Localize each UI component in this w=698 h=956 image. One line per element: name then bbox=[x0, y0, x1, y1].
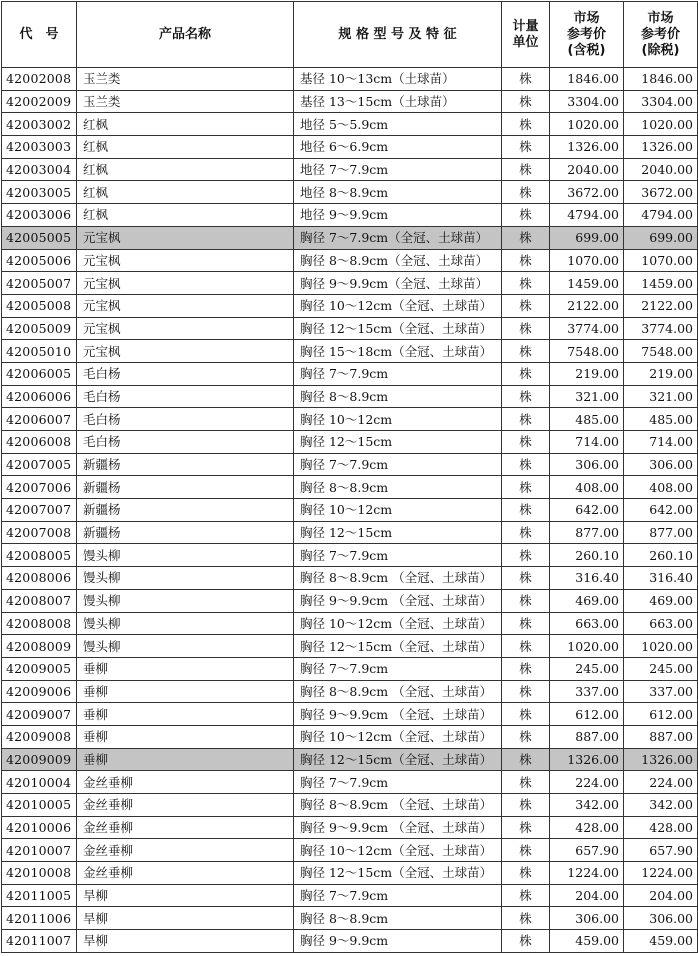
table-row bbox=[2, 294, 698, 317]
cell-unit: 株 bbox=[502, 567, 550, 590]
cell-price-tax: 306.00 bbox=[550, 907, 624, 930]
cell-price-tax: 2122.00 bbox=[550, 294, 624, 317]
cell-unit: 株 bbox=[502, 499, 550, 522]
cell-code: 42005007 bbox=[2, 272, 77, 295]
cell-price-tax: 342.00 bbox=[550, 794, 624, 817]
cell-price-notax: 612.00 bbox=[624, 703, 698, 726]
cell-code: 42003005 bbox=[2, 181, 77, 204]
cell-product-name: 新疆杨 bbox=[77, 521, 294, 544]
cell-spec: 胸径 12～15cm（全冠、土球苗） bbox=[294, 317, 502, 340]
cell-price-notax: 224.00 bbox=[624, 771, 698, 794]
cell-code: 42010008 bbox=[2, 862, 77, 885]
table-row bbox=[2, 862, 698, 885]
cell-code: 42010005 bbox=[2, 794, 77, 817]
table-row bbox=[2, 521, 698, 544]
cell-price-notax: 4794.00 bbox=[624, 204, 698, 227]
cell-price-tax: 219.00 bbox=[550, 362, 624, 385]
cell-spec: 地径 8～8.9cm bbox=[294, 181, 502, 204]
cell-product-name: 红枫 bbox=[77, 136, 294, 159]
cell-product-name: 红枫 bbox=[77, 204, 294, 227]
cell-spec: 胸径 7～7.9cm bbox=[294, 453, 502, 476]
cell-unit: 株 bbox=[502, 612, 550, 635]
table-row bbox=[2, 635, 698, 658]
table-row bbox=[2, 158, 698, 181]
cell-spec: 胸径 15～18cm（全冠、土球苗） bbox=[294, 340, 502, 363]
cell-product-name: 元宝枫 bbox=[77, 294, 294, 317]
cell-unit: 株 bbox=[502, 431, 550, 454]
table-row bbox=[2, 408, 698, 431]
cell-price-notax: 3774.00 bbox=[624, 317, 698, 340]
cell-price-notax: 204.00 bbox=[624, 884, 698, 907]
cell-product-name: 毛白杨 bbox=[77, 431, 294, 454]
cell-price-tax: 1459.00 bbox=[550, 272, 624, 295]
cell-unit: 株 bbox=[502, 249, 550, 272]
header-spec: 规 格 型 号 及 特 征 bbox=[294, 2, 502, 68]
cell-product-name: 垂柳 bbox=[77, 657, 294, 680]
cell-spec: 胸径 12～15cm（全冠、土球苗） bbox=[294, 862, 502, 885]
cell-code: 42010006 bbox=[2, 816, 77, 839]
cell-unit: 株 bbox=[502, 226, 550, 249]
cell-price-tax: 459.00 bbox=[550, 930, 624, 953]
table-row bbox=[2, 725, 698, 748]
cell-price-notax: 7548.00 bbox=[624, 340, 698, 363]
cell-price-tax: 306.00 bbox=[550, 453, 624, 476]
cell-price-notax: 321.00 bbox=[624, 385, 698, 408]
cell-code: 42008006 bbox=[2, 567, 77, 590]
cell-product-name: 红枫 bbox=[77, 158, 294, 181]
cell-unit: 株 bbox=[502, 476, 550, 499]
cell-price-tax: 204.00 bbox=[550, 884, 624, 907]
cell-price-notax: 2122.00 bbox=[624, 294, 698, 317]
cell-unit: 株 bbox=[502, 385, 550, 408]
header-unit-line2: 单位 bbox=[512, 34, 539, 50]
cell-price-notax: 219.00 bbox=[624, 362, 698, 385]
table-header-row bbox=[2, 2, 698, 68]
table-row bbox=[2, 748, 698, 771]
header-price-notax bbox=[624, 2, 698, 68]
cell-product-name: 垂柳 bbox=[77, 680, 294, 703]
cell-unit: 株 bbox=[502, 362, 550, 385]
cell-price-notax: 337.00 bbox=[624, 680, 698, 703]
cell-product-name: 毛白杨 bbox=[77, 408, 294, 431]
cell-code: 42011007 bbox=[2, 930, 77, 953]
cell-unit: 株 bbox=[502, 816, 550, 839]
cell-product-name: 元宝枫 bbox=[77, 249, 294, 272]
cell-code: 42009009 bbox=[2, 748, 77, 771]
cell-price-tax: 1326.00 bbox=[550, 136, 624, 159]
cell-spec: 胸径 12～15cm（全冠、土球苗） bbox=[294, 748, 502, 771]
cell-code: 42003003 bbox=[2, 136, 77, 159]
cell-spec: 胸径 12～15cm bbox=[294, 431, 502, 454]
cell-code: 42008007 bbox=[2, 589, 77, 612]
cell-price-notax: 3304.00 bbox=[624, 90, 698, 113]
cell-price-tax: 316.40 bbox=[550, 567, 624, 590]
table-row bbox=[2, 544, 698, 567]
cell-price-notax: 887.00 bbox=[624, 725, 698, 748]
cell-price-notax: 1326.00 bbox=[624, 748, 698, 771]
cell-price-tax: 3774.00 bbox=[550, 317, 624, 340]
cell-spec: 胸径 10～12cm（全冠、土球苗） bbox=[294, 294, 502, 317]
cell-price-notax: 428.00 bbox=[624, 816, 698, 839]
cell-price-tax: 337.00 bbox=[550, 680, 624, 703]
header-unit bbox=[502, 2, 550, 68]
cell-price-notax: 459.00 bbox=[624, 930, 698, 953]
cell-product-name: 金丝垂柳 bbox=[77, 862, 294, 885]
cell-unit: 株 bbox=[502, 725, 550, 748]
cell-price-tax: 7548.00 bbox=[550, 340, 624, 363]
table-row bbox=[2, 884, 698, 907]
cell-price-tax: 699.00 bbox=[550, 226, 624, 249]
table-row bbox=[2, 499, 698, 522]
table-row bbox=[2, 680, 698, 703]
cell-unit: 株 bbox=[502, 68, 550, 91]
cell-price-tax: 245.00 bbox=[550, 657, 624, 680]
table-row bbox=[2, 612, 698, 635]
cell-unit: 株 bbox=[502, 136, 550, 159]
cell-unit: 株 bbox=[502, 771, 550, 794]
table-row bbox=[2, 476, 698, 499]
cell-product-name: 毛白杨 bbox=[77, 385, 294, 408]
cell-price-notax: 469.00 bbox=[624, 589, 698, 612]
cell-code: 42003006 bbox=[2, 204, 77, 227]
cell-unit: 株 bbox=[502, 408, 550, 431]
cell-spec: 胸径 9～9.9cm （全冠、土球苗） bbox=[294, 816, 502, 839]
header-price-tax bbox=[550, 2, 624, 68]
cell-price-notax: 408.00 bbox=[624, 476, 698, 499]
cell-code: 42008009 bbox=[2, 635, 77, 658]
cell-code: 42008008 bbox=[2, 612, 77, 635]
cell-unit: 株 bbox=[502, 657, 550, 680]
cell-spec: 地径 5～5.9cm bbox=[294, 113, 502, 136]
cell-unit: 株 bbox=[502, 317, 550, 340]
cell-code: 42005010 bbox=[2, 340, 77, 363]
header-price-notax-line3: (除税) bbox=[641, 42, 680, 58]
cell-unit: 株 bbox=[502, 635, 550, 658]
cell-price-notax: 1070.00 bbox=[624, 249, 698, 272]
cell-price-tax: 1326.00 bbox=[550, 748, 624, 771]
table-row bbox=[2, 907, 698, 930]
cell-unit: 株 bbox=[502, 748, 550, 771]
cell-product-name: 元宝枫 bbox=[77, 272, 294, 295]
cell-code: 42009005 bbox=[2, 657, 77, 680]
cell-price-notax: 1326.00 bbox=[624, 136, 698, 159]
cell-unit: 株 bbox=[502, 703, 550, 726]
cell-product-name: 毛白杨 bbox=[77, 362, 294, 385]
cell-code: 42006008 bbox=[2, 431, 77, 454]
cell-product-name: 元宝枫 bbox=[77, 340, 294, 363]
cell-product-name: 馒头柳 bbox=[77, 635, 294, 658]
cell-price-tax: 1070.00 bbox=[550, 249, 624, 272]
cell-spec: 胸径 8～8.9cm bbox=[294, 907, 502, 930]
cell-spec: 地径 7～7.9cm bbox=[294, 158, 502, 181]
cell-price-tax: 260.10 bbox=[550, 544, 624, 567]
cell-product-name: 金丝垂柳 bbox=[77, 839, 294, 862]
cell-product-name: 玉兰类 bbox=[77, 68, 294, 91]
cell-code: 42008005 bbox=[2, 544, 77, 567]
cell-product-name: 馒头柳 bbox=[77, 612, 294, 635]
cell-spec: 基径 10～13cm（土球苗） bbox=[294, 68, 502, 91]
cell-code: 42002008 bbox=[2, 68, 77, 91]
cell-spec: 胸径 9～9.9cm （全冠、土球苗） bbox=[294, 589, 502, 612]
table-row bbox=[2, 68, 698, 91]
cell-price-tax: 3672.00 bbox=[550, 181, 624, 204]
table-row bbox=[2, 930, 698, 953]
cell-price-tax: 1846.00 bbox=[550, 68, 624, 91]
cell-unit: 株 bbox=[502, 294, 550, 317]
cell-unit: 株 bbox=[502, 272, 550, 295]
table-row bbox=[2, 90, 698, 113]
header-price-notax-line1: 市场 bbox=[647, 10, 674, 26]
cell-product-name: 金丝垂柳 bbox=[77, 794, 294, 817]
cell-product-name: 馒头柳 bbox=[77, 589, 294, 612]
cell-price-notax: 306.00 bbox=[624, 907, 698, 930]
cell-product-name: 玉兰类 bbox=[77, 90, 294, 113]
cell-unit: 株 bbox=[502, 862, 550, 885]
cell-product-name: 馒头柳 bbox=[77, 567, 294, 590]
cell-price-notax: 306.00 bbox=[624, 453, 698, 476]
cell-price-notax: 1459.00 bbox=[624, 272, 698, 295]
cell-code: 42007008 bbox=[2, 521, 77, 544]
cell-product-name: 金丝垂柳 bbox=[77, 771, 294, 794]
cell-code: 42006006 bbox=[2, 385, 77, 408]
header-price-notax-line2: 参考价 bbox=[640, 26, 680, 42]
cell-code: 42005008 bbox=[2, 294, 77, 317]
cell-code: 42010004 bbox=[2, 771, 77, 794]
cell-price-notax: 1846.00 bbox=[624, 68, 698, 91]
cell-unit: 株 bbox=[502, 181, 550, 204]
table-row bbox=[2, 567, 698, 590]
cell-price-notax: 1020.00 bbox=[624, 113, 698, 136]
table-row bbox=[2, 362, 698, 385]
cell-product-name: 新疆杨 bbox=[77, 499, 294, 522]
table-row bbox=[2, 204, 698, 227]
cell-spec: 胸径 7～7.9cm bbox=[294, 362, 502, 385]
cell-code: 42009006 bbox=[2, 680, 77, 703]
cell-price-notax: 699.00 bbox=[624, 226, 698, 249]
cell-spec: 胸径 8～8.9cm bbox=[294, 476, 502, 499]
cell-product-name: 垂柳 bbox=[77, 725, 294, 748]
cell-price-tax: 485.00 bbox=[550, 408, 624, 431]
cell-price-tax: 657.90 bbox=[550, 839, 624, 862]
cell-spec: 胸径 8～8.9cm bbox=[294, 385, 502, 408]
cell-unit: 株 bbox=[502, 113, 550, 136]
cell-price-tax: 3304.00 bbox=[550, 90, 624, 113]
cell-code: 42007006 bbox=[2, 476, 77, 499]
cell-price-notax: 1224.00 bbox=[624, 862, 698, 885]
cell-code: 42005009 bbox=[2, 317, 77, 340]
cell-product-name: 旱柳 bbox=[77, 930, 294, 953]
cell-price-tax: 428.00 bbox=[550, 816, 624, 839]
header-price-tax-line1: 市场 bbox=[573, 10, 600, 26]
cell-code: 42002009 bbox=[2, 90, 77, 113]
cell-price-notax: 245.00 bbox=[624, 657, 698, 680]
cell-price-notax: 877.00 bbox=[624, 521, 698, 544]
header-unit-line1: 计量 bbox=[512, 18, 539, 34]
cell-spec: 胸径 7～7.9cm bbox=[294, 884, 502, 907]
cell-code: 42005005 bbox=[2, 226, 77, 249]
cell-price-notax: 657.90 bbox=[624, 839, 698, 862]
cell-spec: 胸径 7～7.9cm bbox=[294, 657, 502, 680]
cell-unit: 株 bbox=[502, 839, 550, 862]
table-row bbox=[2, 771, 698, 794]
cell-price-tax: 224.00 bbox=[550, 771, 624, 794]
cell-code: 42005006 bbox=[2, 249, 77, 272]
cell-spec: 胸径 9～9.9cm （全冠、土球苗） bbox=[294, 703, 502, 726]
header-price-tax-line2: 参考价 bbox=[566, 26, 606, 42]
cell-price-tax: 469.00 bbox=[550, 589, 624, 612]
cell-spec: 胸径 8～8.9cm （全冠、土球苗） bbox=[294, 567, 502, 590]
cell-product-name: 垂柳 bbox=[77, 703, 294, 726]
cell-product-name: 垂柳 bbox=[77, 748, 294, 771]
cell-spec: 胸径 8～8.9cm （全冠、土球苗） bbox=[294, 794, 502, 817]
cell-price-tax: 2040.00 bbox=[550, 158, 624, 181]
cell-price-tax: 4794.00 bbox=[550, 204, 624, 227]
cell-spec: 胸径 8～8.9cm （全冠、土球苗） bbox=[294, 680, 502, 703]
header-price-tax-line3: (含税) bbox=[567, 42, 606, 58]
cell-spec: 胸径 7～7.9cm bbox=[294, 771, 502, 794]
cell-product-name: 新疆杨 bbox=[77, 476, 294, 499]
cell-code: 42007007 bbox=[2, 499, 77, 522]
cell-code: 42003002 bbox=[2, 113, 77, 136]
cell-product-name: 元宝枫 bbox=[77, 317, 294, 340]
cell-spec: 胸径 7～7.9cm（全冠、土球苗） bbox=[294, 226, 502, 249]
table-row bbox=[2, 385, 698, 408]
cell-unit: 株 bbox=[502, 521, 550, 544]
cell-price-notax: 663.00 bbox=[624, 612, 698, 635]
cell-code: 42011005 bbox=[2, 884, 77, 907]
table-row bbox=[2, 839, 698, 862]
header-code: 代 号 bbox=[2, 2, 77, 68]
cell-unit: 株 bbox=[502, 544, 550, 567]
cell-price-notax: 485.00 bbox=[624, 408, 698, 431]
cell-spec: 胸径 9～9.9cm bbox=[294, 930, 502, 953]
cell-price-notax: 3672.00 bbox=[624, 181, 698, 204]
cell-unit: 株 bbox=[502, 453, 550, 476]
cell-product-name: 馒头柳 bbox=[77, 544, 294, 567]
cell-spec: 胸径 8～8.9cm（全冠、土球苗） bbox=[294, 249, 502, 272]
table-row bbox=[2, 453, 698, 476]
cell-code: 42006007 bbox=[2, 408, 77, 431]
cell-product-name: 新疆杨 bbox=[77, 453, 294, 476]
cell-product-name: 旱柳 bbox=[77, 884, 294, 907]
table-row bbox=[2, 657, 698, 680]
table-row bbox=[2, 317, 698, 340]
cell-price-notax: 714.00 bbox=[624, 431, 698, 454]
cell-unit: 株 bbox=[502, 930, 550, 953]
cell-product-name: 金丝垂柳 bbox=[77, 816, 294, 839]
table-row bbox=[2, 249, 698, 272]
cell-code: 42010007 bbox=[2, 839, 77, 862]
cell-spec: 地径 9～9.9cm bbox=[294, 204, 502, 227]
table-body bbox=[2, 68, 698, 953]
table-row bbox=[2, 703, 698, 726]
cell-unit: 株 bbox=[502, 90, 550, 113]
cell-unit: 株 bbox=[502, 907, 550, 930]
cell-price-notax: 342.00 bbox=[624, 794, 698, 817]
cell-unit: 株 bbox=[502, 680, 550, 703]
cell-price-notax: 260.10 bbox=[624, 544, 698, 567]
cell-price-tax: 408.00 bbox=[550, 476, 624, 499]
cell-price-tax: 321.00 bbox=[550, 385, 624, 408]
cell-spec: 胸径 10～12cm（全冠、土球苗） bbox=[294, 725, 502, 748]
table-row bbox=[2, 589, 698, 612]
cell-product-name: 元宝枫 bbox=[77, 226, 294, 249]
cell-unit: 株 bbox=[502, 884, 550, 907]
cell-spec: 胸径 10～12cm bbox=[294, 499, 502, 522]
cell-spec: 胸径 12～15cm（全冠、土球苗） bbox=[294, 635, 502, 658]
table-row bbox=[2, 431, 698, 454]
cell-price-notax: 1020.00 bbox=[624, 635, 698, 658]
table-row bbox=[2, 816, 698, 839]
table-row bbox=[2, 272, 698, 295]
table-row bbox=[2, 136, 698, 159]
cell-spec: 基径 13～15cm（土球苗） bbox=[294, 90, 502, 113]
cell-code: 42006005 bbox=[2, 362, 77, 385]
cell-spec: 胸径 10～12cm bbox=[294, 408, 502, 431]
cell-unit: 株 bbox=[502, 204, 550, 227]
cell-spec: 胸径 7～7.9cm bbox=[294, 544, 502, 567]
cell-code: 42011006 bbox=[2, 907, 77, 930]
table-row bbox=[2, 181, 698, 204]
cell-spec: 地径 6～6.9cm bbox=[294, 136, 502, 159]
price-table bbox=[1, 1, 698, 953]
table-row bbox=[2, 340, 698, 363]
cell-code: 42003004 bbox=[2, 158, 77, 181]
cell-price-tax: 663.00 bbox=[550, 612, 624, 635]
cell-product-name: 红枫 bbox=[77, 181, 294, 204]
cell-unit: 株 bbox=[502, 794, 550, 817]
cell-price-tax: 877.00 bbox=[550, 521, 624, 544]
cell-price-notax: 642.00 bbox=[624, 499, 698, 522]
cell-unit: 株 bbox=[502, 158, 550, 181]
cell-spec: 胸径 9～9.9cm（全冠、土球苗） bbox=[294, 272, 502, 295]
cell-spec: 胸径 10～12cm（全冠、土球苗） bbox=[294, 839, 502, 862]
table-row bbox=[2, 226, 698, 249]
cell-code: 42007005 bbox=[2, 453, 77, 476]
cell-product-name: 红枫 bbox=[77, 113, 294, 136]
cell-price-tax: 612.00 bbox=[550, 703, 624, 726]
cell-price-notax: 316.40 bbox=[624, 567, 698, 590]
cell-price-tax: 1020.00 bbox=[550, 635, 624, 658]
cell-price-tax: 1020.00 bbox=[550, 113, 624, 136]
cell-unit: 株 bbox=[502, 589, 550, 612]
cell-code: 42009007 bbox=[2, 703, 77, 726]
table-row bbox=[2, 113, 698, 136]
cell-price-tax: 642.00 bbox=[550, 499, 624, 522]
cell-price-tax: 1224.00 bbox=[550, 862, 624, 885]
cell-spec: 胸径 10～12cm（全冠、土球苗） bbox=[294, 612, 502, 635]
cell-unit: 株 bbox=[502, 340, 550, 363]
cell-price-tax: 887.00 bbox=[550, 725, 624, 748]
header-product-name: 产品名称 bbox=[77, 2, 294, 68]
cell-spec: 胸径 12～15cm bbox=[294, 521, 502, 544]
table-row bbox=[2, 794, 698, 817]
cell-price-notax: 2040.00 bbox=[624, 158, 698, 181]
cell-product-name: 旱柳 bbox=[77, 907, 294, 930]
cell-price-tax: 714.00 bbox=[550, 431, 624, 454]
cell-code: 42009008 bbox=[2, 725, 77, 748]
